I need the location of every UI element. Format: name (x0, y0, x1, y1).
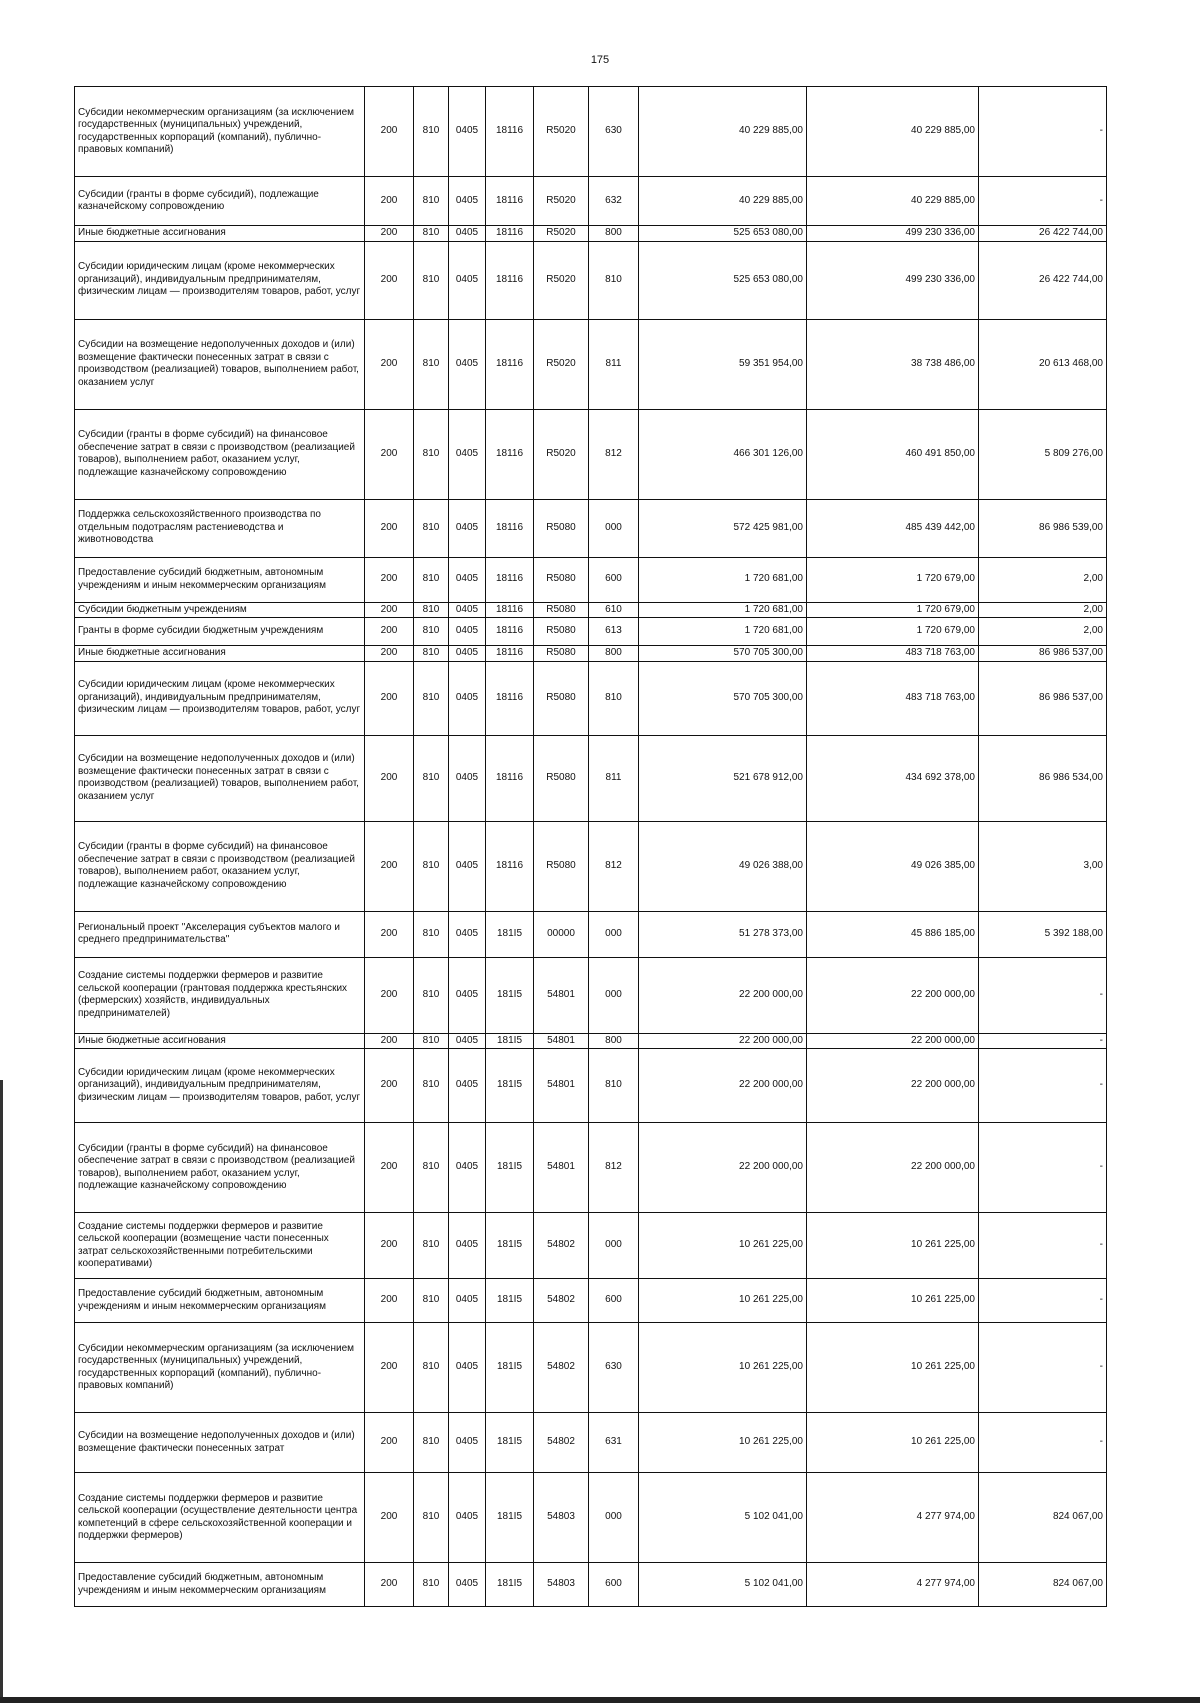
cell-value-3: - (979, 1413, 1107, 1473)
cell-code-4: 18116 (486, 499, 534, 557)
cell-value-3: 86 986 539,00 (979, 499, 1107, 557)
cell-code-2: 810 (414, 661, 449, 735)
table-row (75, 735, 1107, 821)
cell-code-2: 810 (414, 1279, 449, 1323)
cell-code-6: 600 (589, 1563, 639, 1607)
table-row (75, 1213, 1107, 1279)
cell-code-5: R5080 (534, 735, 589, 821)
budget-table (74, 86, 1107, 1607)
cell-value-1: 10 261 225,00 (639, 1413, 807, 1473)
cell-code-3: 0405 (449, 1123, 486, 1213)
cell-value-1: 466 301 126,00 (639, 409, 807, 499)
cell-code-4: 18116 (486, 241, 534, 319)
cell-code-1: 200 (365, 735, 414, 821)
table-row (75, 409, 1107, 499)
cell-code-2: 810 (414, 602, 449, 618)
cell-code-6: 631 (589, 1413, 639, 1473)
cell-code-1: 200 (365, 409, 414, 499)
cell-code-1: 200 (365, 226, 414, 242)
cell-code-3: 0405 (449, 735, 486, 821)
cell-code-4: 18116 (486, 87, 534, 177)
cell-value-1: 22 200 000,00 (639, 957, 807, 1033)
cell-value-1: 40 229 885,00 (639, 87, 807, 177)
cell-value-2: 483 718 763,00 (807, 646, 979, 662)
cell-code-1: 200 (365, 499, 414, 557)
cell-code-2: 810 (414, 1049, 449, 1123)
cell-code-4: 181I5 (486, 1413, 534, 1473)
cell-code-1: 200 (365, 911, 414, 957)
cell-code-3: 0405 (449, 1213, 486, 1279)
cell-value-2: 10 261 225,00 (807, 1323, 979, 1413)
cell-code-5: R5020 (534, 319, 589, 409)
cell-value-2: 485 439 442,00 (807, 499, 979, 557)
cell-name: Создание системы поддержки фермеров и развитие сельской кооперации (возмещение части понесенных затрат сельскохозяйственными потребительскими кооперативами) (75, 1213, 365, 1279)
cell-name: Субсидии юридическим лицам (кроме некоммерческих организаций), индивидуальным предпринимателям, физическим лицам — производителям товаров, работ, услуг (75, 661, 365, 735)
cell-name: Иные бюджетные ассигнования (75, 226, 365, 242)
cell-code-4: 181I5 (486, 911, 534, 957)
cell-name: Субсидии на возмещение недополученных доходов и (или) возмещение фактически понесенных затрат (75, 1413, 365, 1473)
cell-code-1: 200 (365, 87, 414, 177)
cell-code-1: 200 (365, 1213, 414, 1279)
table-row (75, 911, 1107, 957)
cell-code-1: 200 (365, 957, 414, 1033)
cell-code-4: 181I5 (486, 1563, 534, 1607)
cell-code-2: 810 (414, 409, 449, 499)
cell-value-3: 2,00 (979, 557, 1107, 602)
cell-name: Предоставление субсидий бюджетным, автономным учреждениям и иным некоммерческим организациям (75, 1563, 365, 1607)
cell-code-6: 800 (589, 226, 639, 242)
cell-value-3: 824 067,00 (979, 1473, 1107, 1563)
cell-code-3: 0405 (449, 661, 486, 735)
cell-value-2: 434 692 378,00 (807, 735, 979, 821)
cell-code-1: 200 (365, 177, 414, 226)
cell-value-3: - (979, 1049, 1107, 1123)
table-row (75, 241, 1107, 319)
cell-code-5: 54802 (534, 1213, 589, 1279)
cell-code-6: 600 (589, 557, 639, 602)
cell-code-6: 812 (589, 821, 639, 911)
cell-value-1: 10 261 225,00 (639, 1213, 807, 1279)
cell-code-3: 0405 (449, 1279, 486, 1323)
cell-code-5: 54801 (534, 1033, 589, 1049)
cell-value-3: 20 613 468,00 (979, 319, 1107, 409)
cell-code-3: 0405 (449, 1473, 486, 1563)
cell-name: Создание системы поддержки фермеров и развитие сельской кооперации (осуществление деятельности центра компетенций в сфере сельскохозяйственной кооперации и поддержки фермеров) (75, 1473, 365, 1563)
cell-code-1: 200 (365, 661, 414, 735)
cell-code-3: 0405 (449, 557, 486, 602)
table-row (75, 557, 1107, 602)
table-row (75, 1563, 1107, 1607)
table-row (75, 1279, 1107, 1323)
cell-code-3: 0405 (449, 957, 486, 1033)
cell-value-1: 521 678 912,00 (639, 735, 807, 821)
cell-code-1: 200 (365, 1563, 414, 1607)
table-row (75, 319, 1107, 409)
cell-code-1: 200 (365, 821, 414, 911)
cell-code-2: 810 (414, 1323, 449, 1413)
cell-value-2: 4 277 974,00 (807, 1473, 979, 1563)
cell-name: Субсидии некоммерческим организациям (за исключением государственных (муниципальных) учреждений, государственных корпораций (компаний), публично-правовых компаний) (75, 87, 365, 177)
table-row (75, 1473, 1107, 1563)
table-body (75, 87, 1107, 1607)
scan-edge-bottom (0, 1697, 1200, 1703)
table-row (75, 1049, 1107, 1123)
table-row (75, 661, 1107, 735)
cell-code-4: 18116 (486, 821, 534, 911)
cell-value-1: 5 102 041,00 (639, 1473, 807, 1563)
cell-code-6: 000 (589, 1213, 639, 1279)
cell-code-5: R5080 (534, 618, 589, 646)
cell-value-2: 483 718 763,00 (807, 661, 979, 735)
cell-value-3: 86 986 534,00 (979, 735, 1107, 821)
cell-value-3: - (979, 1279, 1107, 1323)
cell-code-5: 54801 (534, 1049, 589, 1123)
cell-name: Региональный проект "Акселерация субъектов малого и среднего предпринимательства" (75, 911, 365, 957)
cell-value-3: 2,00 (979, 602, 1107, 618)
cell-code-5: 54801 (534, 1123, 589, 1213)
cell-code-3: 0405 (449, 618, 486, 646)
cell-code-2: 810 (414, 1563, 449, 1607)
cell-value-2: 22 200 000,00 (807, 1049, 979, 1123)
cell-name: Поддержка сельскохозяйственного производства по отдельным подотраслям растениеводства и животноводства (75, 499, 365, 557)
cell-code-3: 0405 (449, 1413, 486, 1473)
cell-code-4: 18116 (486, 618, 534, 646)
cell-code-2: 810 (414, 499, 449, 557)
cell-code-5: 00000 (534, 911, 589, 957)
cell-code-1: 200 (365, 1123, 414, 1213)
cell-code-6: 810 (589, 241, 639, 319)
cell-value-3: - (979, 957, 1107, 1033)
cell-code-4: 181I5 (486, 1049, 534, 1123)
cell-value-2: 40 229 885,00 (807, 87, 979, 177)
cell-code-3: 0405 (449, 1033, 486, 1049)
cell-code-2: 810 (414, 735, 449, 821)
cell-name: Гранты в форме субсидии бюджетным учреждениям (75, 618, 365, 646)
cell-code-4: 181I5 (486, 1033, 534, 1049)
table-row (75, 602, 1107, 618)
cell-code-4: 181I5 (486, 1123, 534, 1213)
cell-code-3: 0405 (449, 821, 486, 911)
cell-code-2: 810 (414, 319, 449, 409)
cell-code-3: 0405 (449, 319, 486, 409)
table-row (75, 177, 1107, 226)
cell-code-1: 200 (365, 319, 414, 409)
cell-name: Иные бюджетные ассигнования (75, 646, 365, 662)
cell-value-2: 45 886 185,00 (807, 911, 979, 957)
cell-code-3: 0405 (449, 409, 486, 499)
cell-value-1: 10 261 225,00 (639, 1323, 807, 1413)
cell-name: Субсидии юридическим лицам (кроме некоммерческих организаций), индивидуальным предпринимателям, физическим лицам — производителям товаров, работ, услуг (75, 241, 365, 319)
cell-code-3: 0405 (449, 87, 486, 177)
cell-name: Субсидии (гранты в форме субсидий) на финансовое обеспечение затрат в связи с производством (реализацией товаров), выполнением работ, оказанием услуг, подлежащие казначейскому сопровождению (75, 409, 365, 499)
cell-code-2: 810 (414, 241, 449, 319)
cell-code-2: 810 (414, 1033, 449, 1049)
cell-code-3: 0405 (449, 177, 486, 226)
cell-code-5: R5080 (534, 646, 589, 662)
cell-code-5: 54803 (534, 1473, 589, 1563)
cell-code-1: 200 (365, 646, 414, 662)
cell-code-6: 000 (589, 499, 639, 557)
cell-code-6: 812 (589, 1123, 639, 1213)
cell-code-1: 200 (365, 1473, 414, 1563)
cell-code-3: 0405 (449, 1323, 486, 1413)
cell-value-1: 59 351 954,00 (639, 319, 807, 409)
cell-code-5: 54802 (534, 1413, 589, 1473)
cell-code-1: 200 (365, 1049, 414, 1123)
cell-code-6: 000 (589, 957, 639, 1033)
cell-value-3: 86 986 537,00 (979, 661, 1107, 735)
cell-code-1: 200 (365, 1033, 414, 1049)
cell-value-2: 38 738 486,00 (807, 319, 979, 409)
cell-code-4: 181I5 (486, 1473, 534, 1563)
table-row (75, 821, 1107, 911)
cell-value-1: 525 653 080,00 (639, 241, 807, 319)
cell-code-4: 18116 (486, 226, 534, 242)
cell-code-4: 18116 (486, 409, 534, 499)
cell-code-6: 000 (589, 1473, 639, 1563)
cell-value-3: 26 422 744,00 (979, 241, 1107, 319)
cell-code-5: R5020 (534, 177, 589, 226)
table-row (75, 1033, 1107, 1049)
cell-code-3: 0405 (449, 602, 486, 618)
cell-value-2: 10 261 225,00 (807, 1279, 979, 1323)
cell-code-2: 810 (414, 226, 449, 242)
cell-value-1: 1 720 681,00 (639, 602, 807, 618)
scan-edge-left (0, 1080, 3, 1700)
cell-code-3: 0405 (449, 226, 486, 242)
cell-value-3: 26 422 744,00 (979, 226, 1107, 242)
cell-code-5: R5020 (534, 226, 589, 242)
cell-value-1: 525 653 080,00 (639, 226, 807, 242)
cell-code-6: 610 (589, 602, 639, 618)
table-row (75, 87, 1107, 177)
cell-code-3: 0405 (449, 646, 486, 662)
cell-name: Субсидии бюджетным учреждениям (75, 602, 365, 618)
cell-value-1: 49 026 388,00 (639, 821, 807, 911)
cell-code-3: 0405 (449, 1049, 486, 1123)
cell-value-2: 1 720 679,00 (807, 557, 979, 602)
cell-name: Субсидии (гранты в форме субсидий), подлежащие казначейскому сопровождению (75, 177, 365, 226)
table-row (75, 957, 1107, 1033)
cell-value-1: 570 705 300,00 (639, 661, 807, 735)
cell-code-4: 18116 (486, 646, 534, 662)
cell-value-3: 2,00 (979, 618, 1107, 646)
cell-code-1: 200 (365, 1323, 414, 1413)
cell-code-2: 810 (414, 1213, 449, 1279)
table-row (75, 646, 1107, 662)
cell-name: Субсидии на возмещение недополученных доходов и (или) возмещение фактически понесенных затрат в связи с производством (реализацией) товаров, выполнением работ, оказанием услуг (75, 319, 365, 409)
cell-value-2: 40 229 885,00 (807, 177, 979, 226)
cell-code-5: 54802 (534, 1279, 589, 1323)
cell-value-2: 22 200 000,00 (807, 1033, 979, 1049)
cell-name: Субсидии на возмещение недополученных доходов и (или) возмещение фактически понесенных затрат в связи с производством (реализацией) товаров, выполнением работ, оказанием услуг (75, 735, 365, 821)
cell-value-1: 5 102 041,00 (639, 1563, 807, 1607)
cell-name: Субсидии юридическим лицам (кроме некоммерческих организаций), индивидуальным предпринимателям, физическим лицам — производителям товаров, работ, услуг (75, 1049, 365, 1123)
cell-code-4: 18116 (486, 602, 534, 618)
cell-code-6: 613 (589, 618, 639, 646)
table-row (75, 1323, 1107, 1413)
cell-value-2: 460 491 850,00 (807, 409, 979, 499)
cell-value-1: 22 200 000,00 (639, 1033, 807, 1049)
cell-value-2: 499 230 336,00 (807, 226, 979, 242)
cell-code-5: R5080 (534, 557, 589, 602)
cell-code-6: 630 (589, 87, 639, 177)
cell-code-1: 200 (365, 1279, 414, 1323)
cell-value-3: 86 986 537,00 (979, 646, 1107, 662)
page-number: 175 (590, 54, 610, 66)
cell-code-5: R5080 (534, 602, 589, 618)
cell-code-3: 0405 (449, 241, 486, 319)
cell-code-2: 810 (414, 1413, 449, 1473)
cell-code-6: 630 (589, 1323, 639, 1413)
cell-value-2: 10 261 225,00 (807, 1213, 979, 1279)
cell-code-2: 810 (414, 646, 449, 662)
cell-value-2: 22 200 000,00 (807, 957, 979, 1033)
cell-value-3: 5 809 276,00 (979, 409, 1107, 499)
cell-code-6: 810 (589, 1049, 639, 1123)
cell-value-1: 570 705 300,00 (639, 646, 807, 662)
cell-value-3: 3,00 (979, 821, 1107, 911)
cell-code-1: 200 (365, 618, 414, 646)
cell-code-5: R5080 (534, 821, 589, 911)
cell-value-1: 22 200 000,00 (639, 1123, 807, 1213)
cell-code-1: 200 (365, 602, 414, 618)
cell-code-2: 810 (414, 177, 449, 226)
cell-code-4: 18116 (486, 661, 534, 735)
cell-code-6: 632 (589, 177, 639, 226)
cell-code-5: R5020 (534, 241, 589, 319)
cell-code-6: 800 (589, 1033, 639, 1049)
cell-code-3: 0405 (449, 911, 486, 957)
cell-code-6: 800 (589, 646, 639, 662)
cell-code-5: R5080 (534, 661, 589, 735)
cell-code-5: R5020 (534, 87, 589, 177)
cell-value-3: - (979, 1213, 1107, 1279)
cell-code-1: 200 (365, 1413, 414, 1473)
cell-code-4: 181I5 (486, 1323, 534, 1413)
cell-name: Создание системы поддержки фермеров и развитие сельской кооперации (грантовая поддержка крестьянских (фермерских) хозяйств, индивидуальных предпринимателей) (75, 957, 365, 1033)
cell-value-1: 51 278 373,00 (639, 911, 807, 957)
cell-code-1: 200 (365, 557, 414, 602)
cell-code-2: 810 (414, 87, 449, 177)
cell-code-4: 181I5 (486, 1213, 534, 1279)
cell-name: Предоставление субсидий бюджетным, автономным учреждениям и иным некоммерческим организациям (75, 1279, 365, 1323)
cell-code-2: 810 (414, 1473, 449, 1563)
cell-value-3: - (979, 1123, 1107, 1213)
cell-value-3: - (979, 87, 1107, 177)
cell-code-3: 0405 (449, 1563, 486, 1607)
cell-code-6: 811 (589, 735, 639, 821)
table-row (75, 226, 1107, 242)
cell-name: Субсидии некоммерческим организациям (за исключением государственных (муниципальных) учреждений, государственных корпораций (компаний), публично-правовых компаний) (75, 1323, 365, 1413)
table-row (75, 499, 1107, 557)
cell-code-4: 18116 (486, 319, 534, 409)
cell-code-5: R5020 (534, 409, 589, 499)
cell-code-2: 810 (414, 1123, 449, 1213)
cell-value-2: 10 261 225,00 (807, 1413, 979, 1473)
cell-code-6: 811 (589, 319, 639, 409)
cell-code-4: 181I5 (486, 1279, 534, 1323)
cell-value-3: - (979, 1033, 1107, 1049)
cell-value-3: - (979, 177, 1107, 226)
cell-code-5: 54801 (534, 957, 589, 1033)
cell-value-1: 1 720 681,00 (639, 557, 807, 602)
cell-name: Предоставление субсидий бюджетным, автономным учреждениям и иным некоммерческим организациям (75, 557, 365, 602)
cell-value-2: 1 720 679,00 (807, 618, 979, 646)
cell-value-1: 1 720 681,00 (639, 618, 807, 646)
cell-value-1: 22 200 000,00 (639, 1049, 807, 1123)
cell-code-6: 810 (589, 661, 639, 735)
cell-code-4: 181I5 (486, 957, 534, 1033)
cell-code-5: 54803 (534, 1563, 589, 1607)
cell-code-4: 18116 (486, 557, 534, 602)
cell-value-2: 49 026 385,00 (807, 821, 979, 911)
cell-name: Субсидии (гранты в форме субсидий) на финансовое обеспечение затрат в связи с производством (реализацией товаров), выполнением работ, оказанием услуг, подлежащие казначейскому сопровождению (75, 1123, 365, 1213)
cell-code-4: 18116 (486, 735, 534, 821)
cell-code-6: 000 (589, 911, 639, 957)
cell-code-2: 810 (414, 957, 449, 1033)
cell-value-1: 10 261 225,00 (639, 1279, 807, 1323)
cell-name: Иные бюджетные ассигнования (75, 1033, 365, 1049)
cell-code-5: 54802 (534, 1323, 589, 1413)
cell-value-1: 572 425 981,00 (639, 499, 807, 557)
cell-code-2: 810 (414, 821, 449, 911)
cell-value-2: 499 230 336,00 (807, 241, 979, 319)
cell-code-6: 812 (589, 409, 639, 499)
cell-value-3: 5 392 188,00 (979, 911, 1107, 957)
table-row (75, 618, 1107, 646)
table-row (75, 1123, 1107, 1213)
cell-code-2: 810 (414, 618, 449, 646)
cell-value-2: 22 200 000,00 (807, 1123, 979, 1213)
cell-value-2: 1 720 679,00 (807, 602, 979, 618)
cell-code-4: 18116 (486, 177, 534, 226)
cell-code-3: 0405 (449, 499, 486, 557)
cell-code-2: 810 (414, 911, 449, 957)
cell-code-1: 200 (365, 241, 414, 319)
cell-code-2: 810 (414, 557, 449, 602)
table-row (75, 1413, 1107, 1473)
cell-value-3: 824 067,00 (979, 1563, 1107, 1607)
cell-value-3: - (979, 1323, 1107, 1413)
cell-name: Субсидии (гранты в форме субсидий) на финансовое обеспечение затрат в связи с производством (реализацией товаров), выполнением работ, оказанием услуг, подлежащие казначейскому сопровождению (75, 821, 365, 911)
cell-code-5: R5080 (534, 499, 589, 557)
cell-value-1: 40 229 885,00 (639, 177, 807, 226)
cell-code-6: 600 (589, 1279, 639, 1323)
cell-value-2: 4 277 974,00 (807, 1563, 979, 1607)
